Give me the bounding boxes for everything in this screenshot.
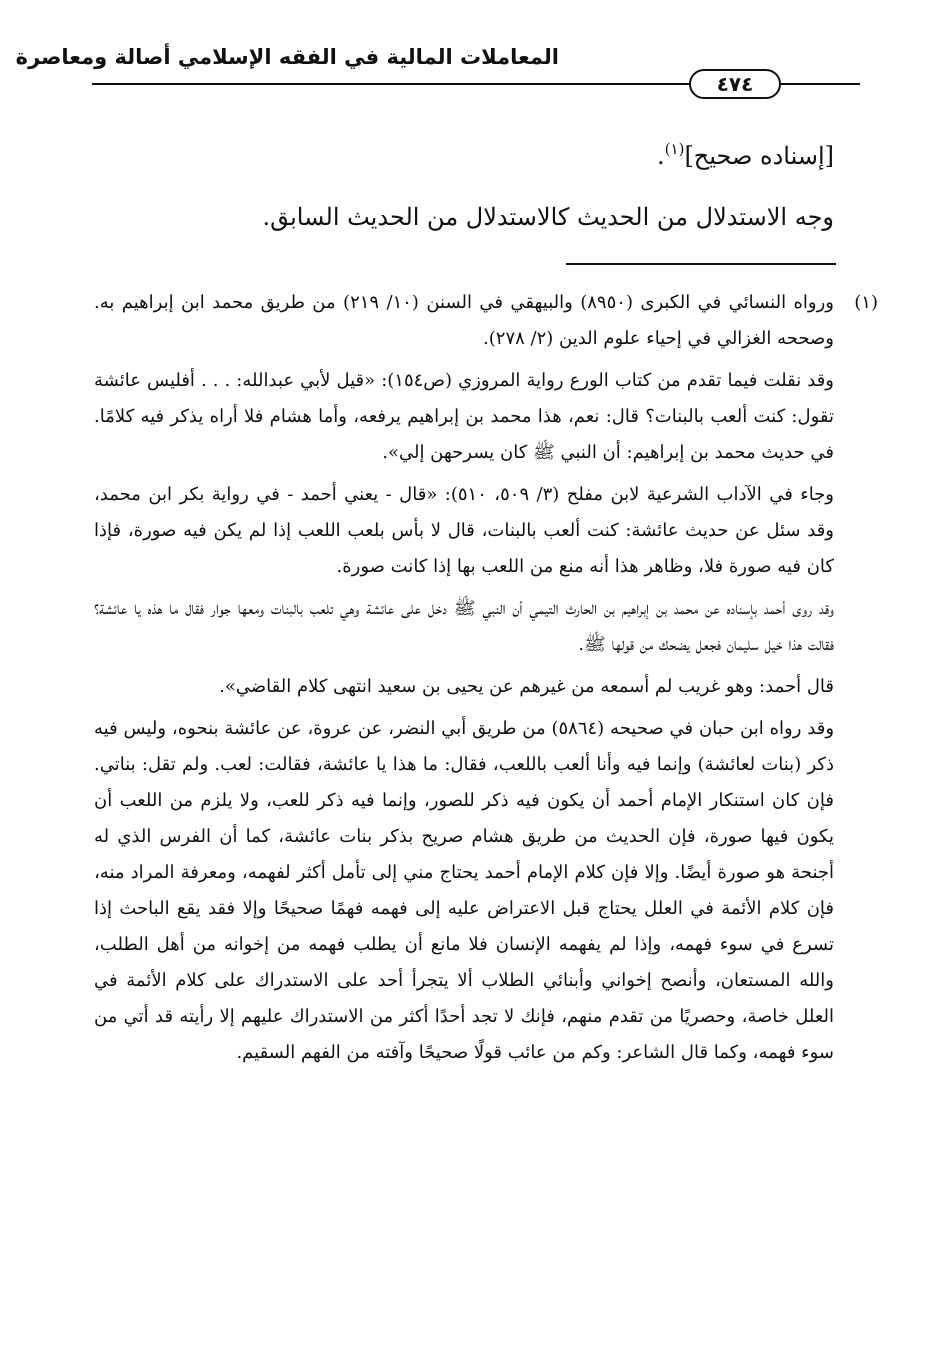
footnote-paragraph: وجاء في الآداب الشرعية لابن مفلح (٣/ ٥٠٩، ٥١٠): «قال - يعني أحمد - في رواية بكر ابن محمد، وقد سئل عن حديث عائشة: كنت ألعب بالبنات، قال لا بأس بلعب اللعب إذا لم يكن فيه صورة، فإذا كان فيه صورة فلا، وظاهر هذا أنه منع من اللعب بها إذا كانت صورة.	[94, 484, 834, 577]
footnote-text: ورواه النسائي في الكبرى (٨٩٥٠) والبيهقي في السنن (١٠/ ٢١٩) من طريق محمد ابن إبراهيم به. وصححه الغزالي في إحياء علوم الدين (٢/ ٢٧٨).	[94, 292, 834, 349]
running-title: المعاملات المالية في الفقه الإسلامي أصالة ومعاصرة	[15, 45, 559, 69]
footnote-reference: (١)	[664, 140, 685, 158]
main-text-line-2: وجه الاستدلال من الحديث كالاستدلال من الحديث السابق.	[262, 203, 834, 231]
footnote-paragraph: وقد نقلت فيما تقدم من كتاب الورع رواية المروزي (ص١٥٤): «قيل لأبي عبدالله: . . . أفليس عائشة تقول: كنت ألعب بالبنات؟ قال: نعم، هذا محمد بن إبراهيم يرفعه، وأما هشام فلا أراه يذكر فيه كلامًا. في حديث محمد بن إبراهيم: أن النبي ﷺ كان يسرحهن إلي».	[94, 370, 834, 463]
footnote-paragraph: قال أحمد: وهو غريب لم أسمعه من غيرهم عن يحيى بن سعيد انتهى كلام القاضي».	[219, 676, 834, 697]
page-number: ٤٧٤	[689, 69, 781, 99]
footnote-paragraph: وقد رواه ابن حبان في صحيحه (٥٨٦٤) من طريق أبي النضر، عن عروة، عن عائشة بنحوه، وليس فيه ذكر (بنات لعائشة) وإنما فيه وأنا ألعب باللعب، فقال: ما هذا يا عائشة، فقالت: لعب. ولم تقل: بناتي. فإن كان استنكار الإمام أحمد أن يكون فيه ذكر للصور، وإنما فيه ذكر للعب، ولا يلزم من اللعب أن يكون فيها صورة، فإن الحديث من طريق هشام صريح بذكر بنات عائشة، كما أن الفرس الذي له أجنحة هو صورة أيضًا. وإلا فإن كلام الإمام أحمد يحتاج مني إلى تأمل أكثر لفهمه، ومعرفة المراد منه، فإن كلام الأئمة في العلل يحتاج قبل الاعتراض عليه إلى فهمه فهمًا صحيحًا وإلا فقد يقع الباحث إذا تسرع في سوء فهمه، وإذا لم يفهمه الإنسان فلا مانع أن يطلب فهمه من إخوانه من أهل الطلب، والله المستعان، وأنصح إخواني وأبنائي الطلاب ألا يتجرأ أحد على الاستدراك على كلام الأئمة في العلل خاصة، وحصريًا من تقدم منهم، فإنك لا تجد أحدًا أكثر من الاستدراك عليهم إلا رأيته قد أتي من سوء فهمه، وكما قال الشاعر: وكم من عائب قولًا صحيحًا وآفته من الفهم السقيم.	[94, 718, 835, 1063]
footnotes-section	[94, 285, 878, 1077]
main-text-line-1	[94, 132, 834, 173]
footnote-paragraph	[94, 285, 878, 357]
footnote-separator	[566, 263, 836, 265]
isnad-verdict: [إسناده صحيح]	[684, 142, 834, 170]
footnote-paragraph: وقد روى أحمد بإسناده عن محمد بن إبراهيم بن الحارث التيمي أن النبي ﷺ دخل على عائشة وهي تلعب بالبنات ومعها جوار فقال ما هذه يا عائشة؟ فقالت هذا خيل سليمان فجعل يضحك من قولها ﷺ.	[94, 598, 834, 655]
footnote-number: (١)	[854, 292, 878, 313]
line-end-punctuation: .	[657, 142, 665, 170]
